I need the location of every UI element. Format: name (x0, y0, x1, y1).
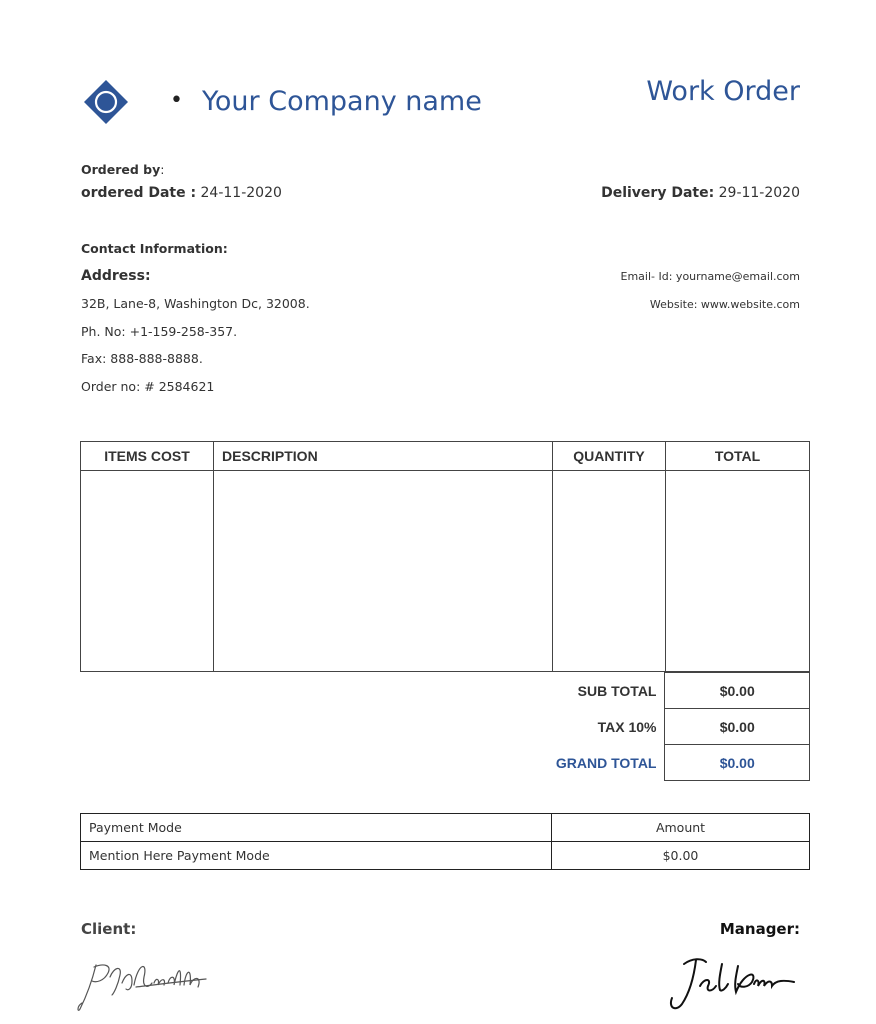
subtotal-row (540, 673, 810, 709)
ordered-by-line (81, 162, 164, 177)
payment-header-row (81, 814, 810, 842)
subtotal-value: $0.00 (665, 673, 810, 709)
column-header-description: DESCRIPTION (214, 442, 553, 471)
items-table-row (81, 471, 810, 672)
grand-total-value: $0.00 (665, 745, 810, 781)
address-label: Address: (81, 268, 151, 284)
totals-table (540, 672, 810, 781)
manager-signature (666, 952, 806, 1014)
payment-table (80, 813, 810, 870)
phone-value: Ph. No: +1-159-258-357. (81, 324, 238, 339)
website-value: Website: www.website.com (649, 298, 800, 311)
fax-value: Fax: 888-888-8888. (81, 351, 203, 366)
ordered-date-label: ordered Date : (81, 185, 197, 201)
contact-heading: Contact Information: (81, 241, 228, 256)
ordered-date-value: 24-11-2020 (200, 185, 282, 201)
company-name: Your Company name (202, 86, 482, 117)
description-cell[interactable] (214, 471, 553, 672)
column-header-items-cost: ITEMS COST (81, 442, 214, 471)
payment-row (81, 842, 810, 870)
payment-mode-value[interactable]: Mention Here Payment Mode (81, 842, 552, 870)
tax-row (540, 709, 810, 745)
payment-amount-value[interactable]: $0.00 (552, 842, 810, 870)
grand-total-row (540, 745, 810, 781)
ordered-by-colon: : (160, 162, 165, 177)
column-header-total: TOTAL (666, 442, 810, 471)
document-title: Work Order (646, 76, 800, 107)
list-bullet: • (170, 88, 183, 113)
amount-header: Amount (552, 814, 810, 842)
delivery-date-value: 29-11-2020 (718, 185, 800, 201)
items-table (80, 441, 810, 672)
company-logo-icon (84, 80, 128, 124)
tax-label: TAX 10% (597, 718, 657, 735)
address-value: 32B, Lane-8, Washington Dc, 32008. (81, 296, 310, 311)
client-label: Client: (81, 920, 137, 938)
delivery-date-line (601, 185, 800, 201)
items-cost-cell[interactable] (81, 471, 214, 672)
total-cell[interactable] (666, 471, 810, 672)
order-number: Order no: # 2584621 (81, 379, 215, 394)
client-signature (74, 955, 214, 1015)
email-value: Email- Id: yourname@email.com (620, 270, 800, 283)
ordered-date-line (81, 185, 282, 201)
tax-value: $0.00 (665, 709, 810, 745)
items-table-header-row (81, 442, 810, 471)
quantity-cell[interactable] (553, 471, 666, 672)
subtotal-label: SUB TOTAL (577, 682, 657, 699)
delivery-date-label: Delivery Date: (601, 185, 715, 201)
grand-total-label: GRAND TOTAL (555, 754, 657, 771)
payment-mode-header: Payment Mode (81, 814, 552, 842)
ordered-by-label: Ordered by (81, 162, 161, 177)
manager-label: Manager: (719, 920, 800, 938)
column-header-quantity: QUANTITY (553, 442, 666, 471)
